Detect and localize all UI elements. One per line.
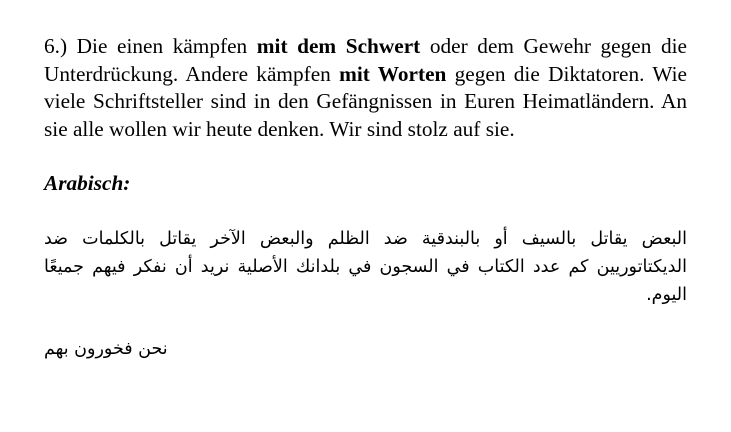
bold-phrase-sword: mit dem Schwert: [256, 34, 421, 58]
bold-phrase-words: mit Worten: [339, 61, 447, 86]
para-text-prefix: 6.) Die einen kämpfen: [44, 34, 257, 58]
arabic-paragraph: البعض يقاتل بالسيف أو بالبندقية ضد الظلم والبعض الآخر يقاتل بالكلمات ضد الديكتاتوريين كم عدد الكتاب في السجون في بلدانك الأصلية نريد أن نفكر فيهم جميعًا اليوم.: [44, 228, 687, 305]
para-text-suffix: gegen die Diktatoren. Wie viele Schriftsteller sind in den Gefängnissen in Euren Heimatländern. An sie alle wollen wir heute denken. Wir sind stolz auf sie.: [44, 61, 687, 141]
arabic-closing-line: نحن فخورون بهم: [44, 339, 168, 360]
para-text-middle: oder dem Gewehr gegen die Unterdrückung. Andere kämpfen: [44, 34, 687, 86]
arabic-heading: Arabisch:: [44, 171, 131, 196]
document-page: [44, 33, 687, 364]
german-paragraph: [44, 33, 687, 143]
